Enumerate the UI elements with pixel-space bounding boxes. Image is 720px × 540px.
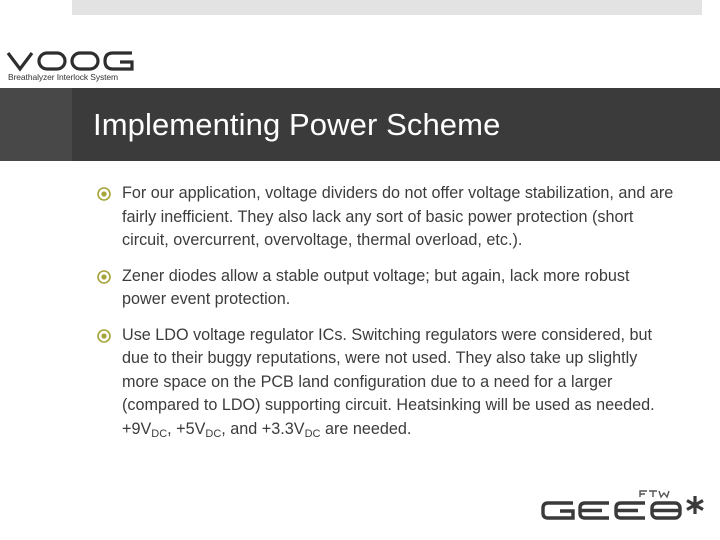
bullet-item-ldo-regulators [96, 324, 676, 442]
circle-dot-bullet-icon [96, 328, 112, 344]
circle-dot-bullet-icon [96, 269, 112, 285]
bullet-text-mid: , +5V [167, 419, 206, 438]
subscript-dc: DC [205, 427, 222, 440]
title-bar-left-panel [0, 88, 72, 161]
bullet-text-main: Use LDO voltage regulator ICs. Switching regulators were considered, but due to their buggy reputations, were not used. They also take up slightly more space on the PCB land configuration due to a need for a larger (compared to LDO) supporting circuit. Heatsinking will be used as needed. +9V [122, 325, 655, 438]
voog-wordmark [6, 50, 138, 72]
bullet-item-zener-diodes [96, 265, 676, 312]
subscript-dc: DC [151, 427, 168, 440]
bullet-text-mid: , and +3.3V [221, 419, 305, 438]
logo-tagline: Breathalyzer Interlock System [8, 72, 119, 82]
title-bar [0, 88, 720, 161]
gee8-logo [540, 488, 710, 528]
asterisk-icon [687, 496, 703, 514]
voog-logo [6, 50, 138, 86]
subscript-dc: DC [304, 427, 321, 440]
bullet-list [96, 182, 676, 453]
circle-dot-bullet-icon [96, 186, 112, 202]
bullet-text: For our application, voltage dividers do not offer voltage stabilization, and are fairly inefficient. They also lack any sort of basic power protection (short circuit, overcurrent, overvoltage, thermal overload, etc.). [122, 184, 674, 249]
bullet-text [122, 326, 655, 438]
bullet-item-voltage-dividers [96, 182, 676, 253]
bullet-text: Zener diodes allow a stable output voltage; but again, lack more robust power event protection. [122, 266, 630, 308]
bullet-text-end: are needed. [320, 419, 412, 438]
ftw-mark [640, 491, 669, 497]
slide-title: Implementing Power Scheme [93, 107, 501, 142]
top-decorative-strip [72, 0, 702, 15]
gee8-wordmark [540, 488, 710, 528]
